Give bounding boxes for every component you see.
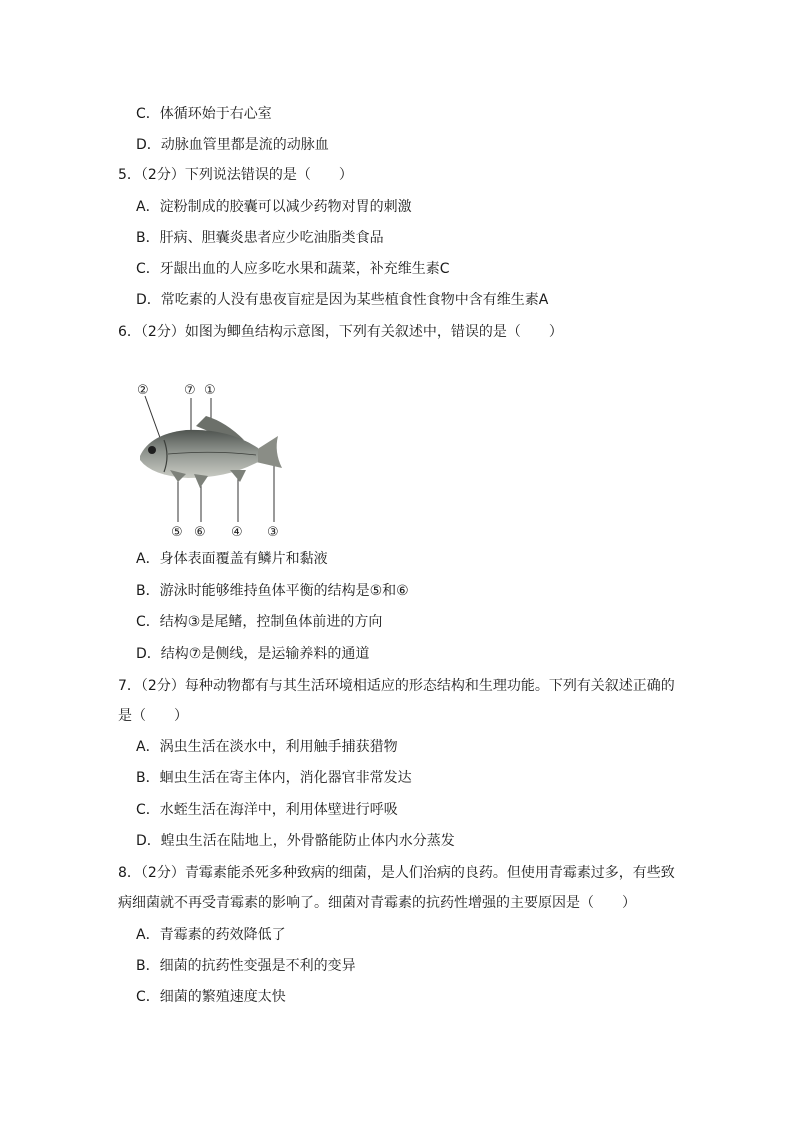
q8-option-a: A．青霉素的药效降低了: [136, 927, 286, 943]
q5-option-c: C．牙龈出血的人应多吃水果和蔬菜，补充维生素C: [136, 261, 450, 277]
pelvic-fin: [194, 474, 208, 488]
q7-option-d: D．蝗虫生活在陆地上，外骨骼能防止体内水分蒸发: [136, 833, 455, 849]
label-2: ②: [137, 383, 149, 398]
label-6: ⑥: [194, 525, 206, 540]
q5-option-b: B．肝病、胆囊炎患者应少吃油脂类食品: [136, 230, 384, 246]
label-7: ⑦: [184, 383, 196, 398]
q7-option-a: A．涡虫生活在淡水中，利用触手捕获猎物: [136, 739, 398, 755]
q6-option-d: D．结构⑦是侧线，是运输养料的通道: [136, 646, 370, 662]
q5-option-d: D．常吃素的人没有患夜盲症是因为某些植食性食物中含有维生素A: [136, 292, 549, 308]
q4-option-d: D．动脉血管里都是流的动脉血: [136, 137, 329, 153]
fish-illustration: [140, 416, 282, 488]
label-1: ①: [204, 383, 216, 398]
q7-stem-line1: 7．（2分）每种动物都有与其生活环境相适应的形态结构和生理功能。下列有关叙述正确的: [118, 678, 675, 694]
q6-option-a: A．身体表面覆盖有鳞片和黏液: [136, 551, 328, 567]
q4-option-c: C．体循环始于右心室: [136, 106, 272, 122]
label-4: ④: [231, 525, 243, 540]
q8-option-b: B．细菌的抗药性变强是不利的变异: [136, 958, 356, 974]
fish-structure-figure: [128, 378, 298, 542]
label-3: ③: [267, 525, 279, 540]
q8-stem-line2: 病细菌就不再受青霉素的影响了。细菌对青霉素的抗药性增强的主要原因是（ ）: [118, 895, 636, 911]
q5-stem: 5．（2分）下列说法错误的是（ ）: [118, 167, 353, 183]
q7-stem-line2: 是（ ）: [118, 708, 188, 724]
tail-fin: [256, 436, 282, 468]
q7-option-c: C．水蛭生活在海洋中，利用体壁进行呼吸: [136, 802, 398, 818]
fish-eye: [148, 446, 156, 454]
q8-stem-line1: 8．（2分）青霉素能杀死多种致病的细菌，是人们治病的良药。但使用青霉素过多，有些致: [118, 865, 675, 881]
q8-option-c: C．细菌的繁殖速度太快: [136, 989, 286, 1005]
q6-option-c: C．结构③是尾鳍，控制鱼体前进的方向: [136, 614, 383, 630]
q6-option-b: B．游泳时能够维持鱼体平衡的结构是⑤和⑥: [136, 583, 409, 599]
q6-stem: 6．（2分）如图为鲫鱼结构示意图，下列有关叙述中，错误的是（ ）: [118, 324, 563, 340]
q7-option-b: B．蛔虫生活在寄主体内，消化器官非常发达: [136, 770, 412, 786]
q5-option-a: A．淀粉制成的胶囊可以减少药物对胃的刺激: [136, 199, 412, 215]
label-5: ⑤: [171, 525, 183, 540]
